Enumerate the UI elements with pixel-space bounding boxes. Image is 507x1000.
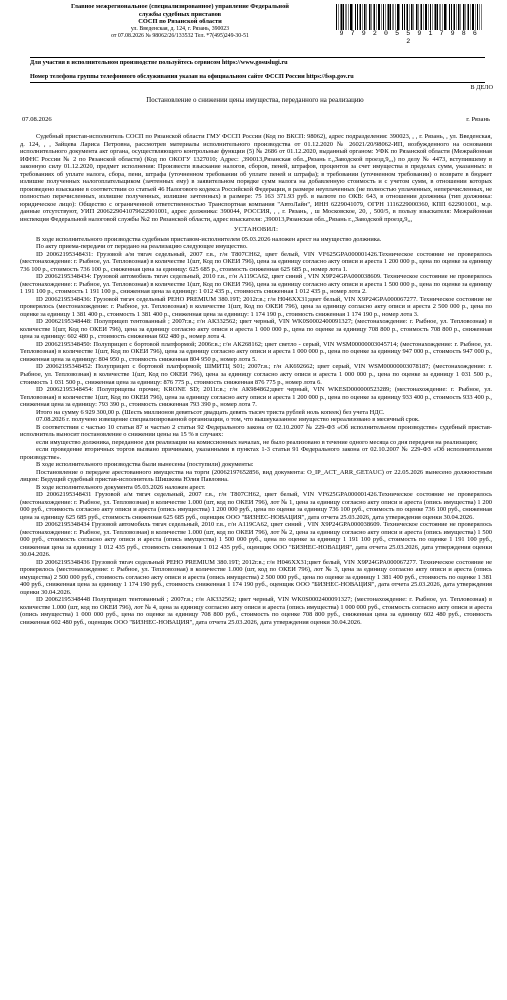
body-paragraph: 07.08.2026 г. получено извещение специализированной организации, о том, что вышеуказанное имущество нереализовано в месячный срок. <box>36 416 420 424</box>
section-heading: УСТАНОВИЛ: <box>233 226 279 234</box>
body-paragraph: ID 20062195348434: Грузовой автомобиль тягач седельный, 2010 г.в., г/н А119СА62, цвет синий , VIN X9P24GPA000038609. Техническое состояние не проверялось (местонахождение: г. Рыбное, ул. Тепловозная) в количестве 1(шт, Код по ОКЕИ 796), цена за единицу согласно акту описи и ареста 1 500 000 р., цена по оценке за единицу 1 191 100 р., стоимость 1 191 100 р., сниженная цена за единицу: 1 012 435 р., стоимость сниженная 1 012 435 р., номер лота 2. <box>20 273 492 296</box>
body-paragraph: ID 20062195348436: Грузовой тягач седельный РЕНО PREMIUM 380.19T; 2012г.в.; г/н Н046ХХ31;цвет белый, VIN X9P24GPA000067277. Техническое состояние не проверялось (местонахождение: г. Рыбное, ул. Тепловозная) в количестве 1(шт, Код по ОКЕИ 796), цена за единицу согласно акту описи и ареста 2 500 000 р., цена по оценке за единицу 1 381 400 р., стоимость 1 381 400 р., сниженная цена за единицу: 1 174 190 р., стоимость сниженная 1 174 190 р., номер лота 3. <box>20 295 492 318</box>
barcode-bars <box>336 4 482 30</box>
document-date: 07.08.2026 <box>22 116 52 123</box>
to-case-mark: В ДЕЛО <box>470 84 493 91</box>
agency-name-line-2: службы судебных приставов <box>138 10 222 18</box>
body-paragraph: Судебный пристав-исполнитель СОСП по Рязанской области ГМУ ФССП России (Код по ВКСП: 98062), адрес подразделения: 390023, , , г. Рязань, , ул. Введенская, д. 124, , , Зайцева Лариса Петровна, рассмотрев материалы исполнительного производства от 01.12.2020 № 26021/20/98062-ИП, возбужденного на основании исполнительного документа акт органа, осуществляющего контрольные функции (5) № 2686 от 01.12.2020, выданный органом: УФК по Рязанской области (Межрайонная ИФНС России № 2 по Рязанской области) (Код по ОКОГУ 1327010; Адрес: ,390013,Рязанская обл.,,Рязань г.,,Заводской проезд,9,,,) по делу № 4473, вступившему в законную силу 01.12.2020, предмет исполнения: Произвести взыскание налогов, сборов, пеней, штрафов, процентов за счет имущества в пределах сумм, указанных: в требованиях об уплате налога, сбора, пени, штрафа (уточненном требовании об уплате пеней и штрафа); в требовании (уточненном требовании) о возврате в бюджет излишне полученных налогоплательщиком (зачтенных ему) в заявительном порядке сумм налога на добавленную стоимость и с учетом сумм, в отношении которых произведено взыскание в соответствии со статьей 46 Налогового кодекса Российской Федерации, в размере неуплаченных (не полностью уплаченных, неперечисленных, не полностью перечисленных, излишне полученных, излишне зачтенных) в размере: 75 163 371.93 руб. в валюте по ОКВ: 643, в отношении должника (тип должника: юридическое лицо): Общество с ограниченной ответственностью Транспортная компания "АвтоЛайн", ИНН 6229041079, ОГРН 1116229000360, КПП 622901001, м.р. данные отсутствуют, УИП 2006229041079622901001, адрес должника: 390044, РОССИЯ, , , г. Рязань, , ш Московское, 20, , 500/5, в пользу взыскателя: Межрайонная инспекция Федеральной налоговой службы №2 по Рязанской области, адрес взыскателя: ,390013,Рязанская обл.,,Рязань г.,,Заводской проезд,9,,, <box>20 133 492 223</box>
body-paragraph: В ходе исполнительного производства судебным приставом-исполнителем 05.03.2026 наложен арест на имущество должника. <box>36 235 382 243</box>
agency-name-line-1: Главное межрегиональное (специализированное) управление Федеральной <box>71 3 289 10</box>
body-paragraph: В ходе исполнительного документа 05.03.2026 наложен арест. <box>36 483 206 491</box>
agency-address: ул. Введенская, д. 124, г. Рязань, 390023 <box>130 25 230 32</box>
body-paragraph: В ходе исполнительного производства были вынесены (поступили) документы: <box>36 461 254 469</box>
body-paragraph: ID 20062195348431: Грузовой а/м тягач седельный, 2007 г.в., г/н Т807СН62, цвет белый, VIN VF625GPA000001426.Техническое состояние не проверялось (местонахождение: г. Рыбное, ул. Тепловозная) в количестве 1(шт, Код по ОКЕИ 796), цена за единицу согласно акту описи и ареста 1 200 000 р., цена по оценке за единицу 736 100 р., стоимость 736 100 р., сниженная цена за единицу: 625 685 р., стоимость сниженная 625 685 р., номер лота 1. <box>20 250 492 273</box>
body-paragraph: Итого на сумму 6 929 300,00 р. (Шесть миллионов девятьсот двадцать девять тысяч триста рублей ноль копеек) без учета НДС. <box>36 408 385 416</box>
body-paragraph: если имущество должника, переданное для реализации на комиссионных началах, не было реализовано в течение одного месяца со дня передачи на реализацию; <box>36 438 478 446</box>
agency-name-line-3: СОСП по Рязанской области <box>138 18 222 26</box>
gosuslugi-notice: Для участия в исполнительном производстве пользуйтесь сервисом https://www.gosuslugi.ru <box>30 59 288 66</box>
body-paragraph: ID 20062195348434 Грузовой автомобиль тягач седельный, 2010 г.в., г/н А119СА62, цвет синий , VIN X9P24GPA000038609. Техническое состояние не проверялось (местонахождение: г. Рыбное, ул. Тепловозная) в количестве 1.000 (шт, код по ОКЕИ 796), лот № 2, цена за единицу согласно акту описи и ареста (опись имущества) 1 500 000 руб., стоимость согласно акту описи и ареста (опись имущества) 1 500 000 руб., цена по оценке за единицу 1 191 100 руб., стоимость по оценке 1 191 100 руб., сниженная цена за единицу 1 012 435 руб., стоимость сниженная 1 012 435 руб., оценщик ООО "БИЗНЕС-НОВАЦИЯ", дата отчета 25.03.2026, дата утверждения оценки 30.04.2026. <box>20 521 492 559</box>
document-city: г. Рязань <box>466 116 490 123</box>
document-title: Постановление о снижении цены имущества, переданного на реализацию <box>146 97 364 104</box>
body-paragraph: ID 20062195348448 Полуприцеп тентованный ; 2007г.в.; г/н АК332562; цвет черный, VIN WK0S0002400091327; (местонахождение: г. Рыбное, ул. Тепловозная) в количестве 1.000 (шт, код по ОКЕИ 796), лот № 4, цена за единицу согласно акту описи и ареста (опись имущества) 1 000 000 руб., стоимость согласно акту описи и ареста (опись имущества) 1 000 000 руб., цена по оценке за единицу 708 800 руб., стоимость по оценке 708 800 руб., сниженная цена за единицу 602 480 руб., стоимость сниженная 602 480 руб., оценщик ООО "БИЗНЕС-НОВАЦИЯ", дата отчета 25.03.2026, дата утверждения оценки 30.04.2026. <box>20 596 492 626</box>
barcode-digits: 9 7 9 2 0 5 5 9 1 7 9 8 6 2 <box>339 30 479 45</box>
body-paragraph: По акту приема-передачи от передано на реализацию следующее имущество. <box>36 243 248 251</box>
body-paragraph: ID 20062195348448: Полуприцеп тентованный ; 2007г.в.; г/н АК332562; цвет черный, VIN WK0S0002400091327; (местонахождение: г. Рыбное, ул. Тепловозная) в количестве 1(шт, Код по ОКЕИ 796), цена за единицу согласно акту описи и ареста 1 000 000 р., цена по оценке за единицу 708 800 р., стоимость 708 800 р., сниженная цена за единицу: 602 480 р., стоимость сниженная 602 480 р., номер лота 4. <box>20 318 492 341</box>
barcode <box>336 4 482 45</box>
body-paragraph: ID 20062195348431 Грузовой а/м тягач седельный, 2007 г.в., г/н Т807СН62, цвет белый, VIN VF625GPA000001426.Техническое состояние не проверялось (местонахождение: г. Рыбное, ул. Тепловозная) в количестве 1.000 (шт, код по ОКЕИ 796), лот № 1, цена за единицу согласно акту описи и ареста (опись имущества) 1 200 000 руб., стоимость согласно акту описи и ареста (опись имущества) 1 200 000 руб., цена по оценке за единицу 736 100 руб., стоимость по оценке 736 100 руб., сниженная цена за единицу 625 685 руб., стоимость сниженная 625 685 руб., оценщик ООО "БИЗНЕС-НОВАЦИЯ", дата отчета 25.03.2026, дата утверждения оценки 30.04.2026. <box>20 491 492 521</box>
body-paragraph: В соответствии с частью 10 статьи 87 и частью 2 статьи 92 Федерального закона от 02.10.2007 № 229-ФЗ «Об исполнительном производстве» судебный пристав-исполнитель выносит постановление о снижении цены на 15 % в случаях: <box>20 423 492 439</box>
date-row <box>22 116 490 124</box>
body-paragraph: ID 20062195348450: Полуприцеп с бортовой платформой; 2006г.в.; г/н АК268162; цвет светло - серый, VIN WSM00000003045714; (местонахождение: г. Рыбное, ул. Тепловозная) в количестве 1(шт, Код по ОКЕИ 796), цена за единицу согласно акту описи и ареста 1 000 000 р., цена по оценке за единицу 947 000 р., стоимость 947 000 р., сниженная цена за единицу: 804 950 р., стоимость сниженная 804 950 р., номер лота 5. <box>20 340 492 363</box>
agency-header <box>30 3 330 40</box>
document-number-phone: от 07.08.2026 № 98062/26/133532 Тел. *7(495)249-30-51 <box>111 32 249 39</box>
document-body <box>20 133 492 627</box>
service-notice <box>30 57 485 83</box>
body-paragraph: Постановление о передаче арестованного имущества на торги (20062197652856, вид документа: O_IP_ACT_ARR_GETAUC) от 22.05.2026 вынесено должностным лицом: Ведущий судебный пристав-исполнитель Шишкова Юлия Павловна. <box>20 468 492 484</box>
body-paragraph: если проведение вторичных торгов вызвано причинами, указанными в пунктах 1-3 статьи 91 Федерального закона от 02.10.2007 № 229-ФЗ «Об исполнительном производстве». <box>20 446 492 461</box>
body-paragraph: ID 20062195348454: Полуприцепы прочие; KRONE SD; 2011г.в.; г/н АК984862;цвет черный, VIN WKESD000000523289; (местонахождение: г. Рыбное, ул. Тепловозная) в количестве 1(шт, Код по ОКЕИ 796), цена за единицу согласно акту описи и ареста 1 200 000 р., цена по оценке за единицу 933 400 р., стоимость 933 400 р., сниженная цена за единицу: 793 390 р., стоимость сниженная 793 390 р., номер лота 7. <box>20 386 492 409</box>
body-paragraph: ID 20062195348452: Полуприцеп с бортовой платформой; ШМИТЦ S01; 2007г.в.; г/н АК692662; цвет серый, VIN WSM00000003078187; (местонахождение: г. Рыбное, ул. Тепловозная) в количестве 1(шт, Код по ОКЕИ 796), цена за единицу согласно акту описи и ареста 1 000 000 р., цена по оценке за единицу 1 031 500 р., стоимость 1 031 500 р., сниженная цена за единицу: 876 775 р., стоимость сниженная 876 775 р., номер лота 6. <box>20 363 492 386</box>
body-paragraph: ID 20062195348436 Грузовой тягач седельный РЕНО PREMIUM 380.19T; 2012г.в.; г/н Н046ХХ31;цвет белый, VIN X9P24GPA000067277. Техническое состояние не проверялось (местонахождение: г. Рыбное, ул. Тепловозная) в количестве 1.000 (шт, код по ОКЕИ 796), лот № 3, цена за единицу согласно акту описи и ареста (опись имущества) 2 500 000 руб., стоимость согласно акту описи и ареста (опись имущества) 2 500 000 руб., цена по оценке за единицу 1 381 400 руб., стоимость по оценке 1 381 400 руб., сниженная цена за единицу 1 174 190 руб., стоимость сниженная 1 174 190 руб., оценщик ООО "БИЗНЕС-НОВАЦИЯ", дата отчета 25.03.2026, дата утверждения оценки 30.04.2026. <box>20 558 492 596</box>
phone-notice: Номер телефона группы телефонного обслуживания указан на официальном сайте ФССП России https://fssp.gov.ru <box>30 72 354 80</box>
